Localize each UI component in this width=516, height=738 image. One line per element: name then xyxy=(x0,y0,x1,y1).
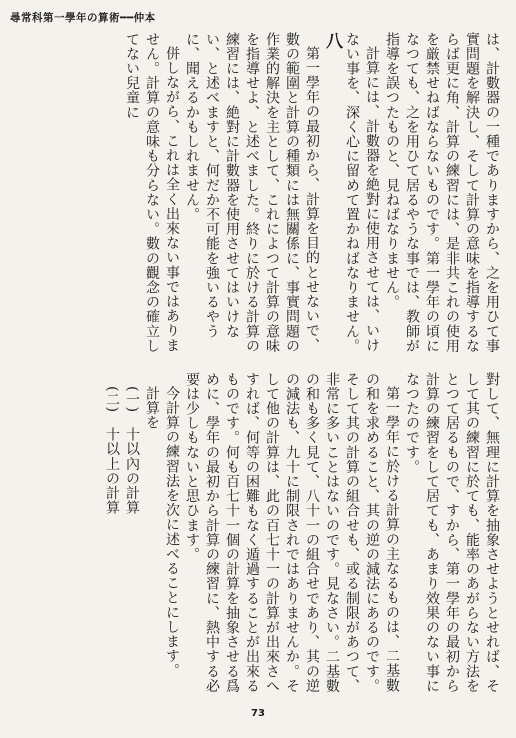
paragraph: は、計數器の一種でありますから、之を用ひて事實問題を解決し、そして計算の意味を指導するならば更に角、計算の練習には、是非共これの使用を厳禁せねばならないものです。第一學年の頃になつても、之を用ひて居るやうな事では、教師が指導を誤つたものと、見ねばなりません。 xyxy=(384,32,500,354)
page-number: 73 xyxy=(251,708,265,719)
paragraph: 第一學年に於ける計算の主なるものは、二基數の和を求めること、其の逆の減法にあるのです。そして其の計算の組合せも、或る制限があつて、非常に多いことはないのです。見なさい。二基數の和も多く見て、八十一の組合せであり、其の逆の減法も、九十に制限されではありませんか。そして他の計算は、此の百七十一の計算が出來さへすれば、何等の困難もなく遁過することが出來るものです。何も百七十一個の計算を抽象させる爲めに、學年の最初から計算の練習に、熱中する必要は少しもないと思ひます。 xyxy=(184,372,400,694)
upper-text-block xyxy=(122,32,502,358)
paragraph: 併しながら、これは全く出來ない事ではありません。計算の意味も分らない。數の觀念の確立してない兒童に xyxy=(124,32,180,354)
paragraph: 計算を xyxy=(144,386,160,430)
paragraph: 第一學年の最初から、計算を目的とせないで、數の範圍と計算の種類には無關係に、事實問題の作業的解決を主として、これによつて計算の意味を指導せよ、と述べました。終りに於ける計算の練習には、絶對に計數器を使用させてはいけない、と述べますと、何だか不可能を強いるやうに、聞えるかもしれません。 xyxy=(184,32,320,354)
section-number: 八 xyxy=(322,32,342,50)
running-head: 尋常科第一學年の算術━━仲本 xyxy=(10,12,156,24)
lower-text-block xyxy=(102,372,502,702)
paragraph: 今計算の練習法を次に述べることにします。 xyxy=(164,386,180,678)
paragraph: 對して、無理に計算を抽象させようとせれば、そして其の練習に於ても、能率のあがらない方法をとつて居るもので、すから、第一學年の最初から計算の練習をして居ても、あまり效果のない事になつたのです。 xyxy=(404,372,500,694)
paragraph: 計算には、計數器を絶對に使用させては、いけない事を、深く心に留めて置かねばなりません。 xyxy=(344,32,380,354)
list-item: (一) 十以內の計算 xyxy=(124,386,140,515)
list-item: (二) 十以上の計算 xyxy=(104,386,120,515)
